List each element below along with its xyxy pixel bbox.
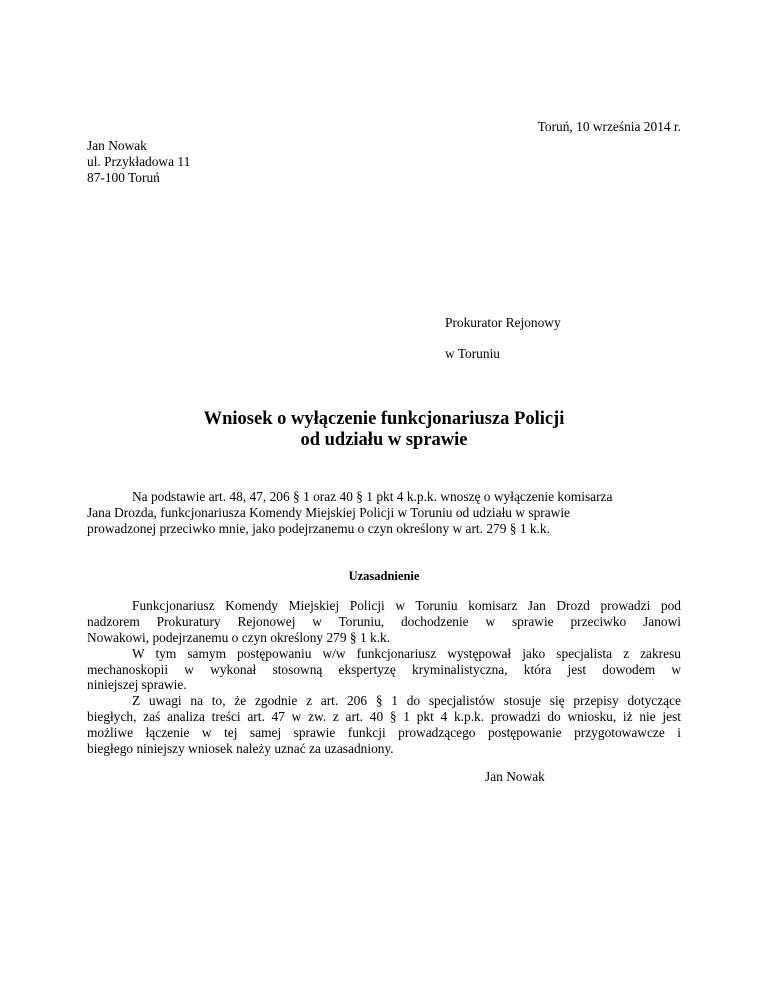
text-line: Jana Drozda, funkcjonariusza Komendy Miejskiej Policji w Toruniu od udziału w sprawie (87, 504, 570, 520)
recipient-location: w Toruniu (445, 346, 500, 361)
sender-city: 87-100 Toruń (87, 170, 160, 185)
document-title (87, 409, 681, 451)
title-line-1: Wniosek o wyłączenie funkcjonariusza Policji (203, 409, 565, 429)
justification-heading: Uzasadnienie (348, 569, 420, 583)
text-line: możliwe łączenie w tej samej sprawie funkcji prowadzącego postępowanie przygotowawcze i (87, 725, 681, 741)
text-line: Na podstawie art. 48, 47, 206 § 1 oraz 40 § 1 pkt 4 k.p.k. wnoszę o wyłączenie komisarza (132, 489, 613, 504)
text-line: nadzorem Prokuratury Rejonowej w Toruniu, dochodzenie w sprawie przeciwko Janowi (87, 613, 681, 629)
sender-street: ul. Przykładowa 11 (87, 154, 191, 169)
text-line: W tym samym postępowaniu w/w funkcjonariusz występował jako specjalista z zakresu (132, 645, 681, 661)
request-paragraph (87, 489, 681, 537)
document-date: Toruń, 10 września 2014 r. (537, 119, 681, 134)
justification-paragraph (87, 598, 681, 757)
text-line: Funkcjonariusz Komendy Miejskiej Policji w Toruniu komisarz Jan Drozd prowadzi pod (132, 598, 681, 613)
sender-address (87, 138, 190, 186)
text-line: biegłego niniejszy wniosek należy uznać za uzasadniony. (87, 741, 394, 757)
title-line-2: od udziału w sprawie (300, 430, 468, 450)
recipient-office: Prokurator Rejonowy (445, 315, 561, 330)
sender-name: Jan Nowak (87, 138, 147, 153)
text-line: prowadzonej przeciwko mnie, jako podejrzanemu o czyn określony w art. 279 § 1 k.k. (87, 520, 550, 536)
text-line: Z uwagi na to, że zgodnie z art. 206 § 1 do specjalistów stosuje się przepisy dotyczące (132, 693, 681, 709)
text-line: mechanoskopii w wykonał stosowną ekspertyzę kryminalistyczna, która jest dowodem w (87, 661, 681, 677)
text-line: Nowakowi, podejrzanemu o czyn określony 279 § 1 k.k. (87, 629, 391, 645)
signature: Jan Nowak (485, 769, 545, 784)
text-line: biegłych, zaś analiza treści art. 47 w zw. z art. 40 § 1 pkt 4 k.p.k. prowadzi do wniosku, iż nie jest (87, 709, 681, 725)
text-line: niniejszej sprawie. (87, 677, 187, 693)
